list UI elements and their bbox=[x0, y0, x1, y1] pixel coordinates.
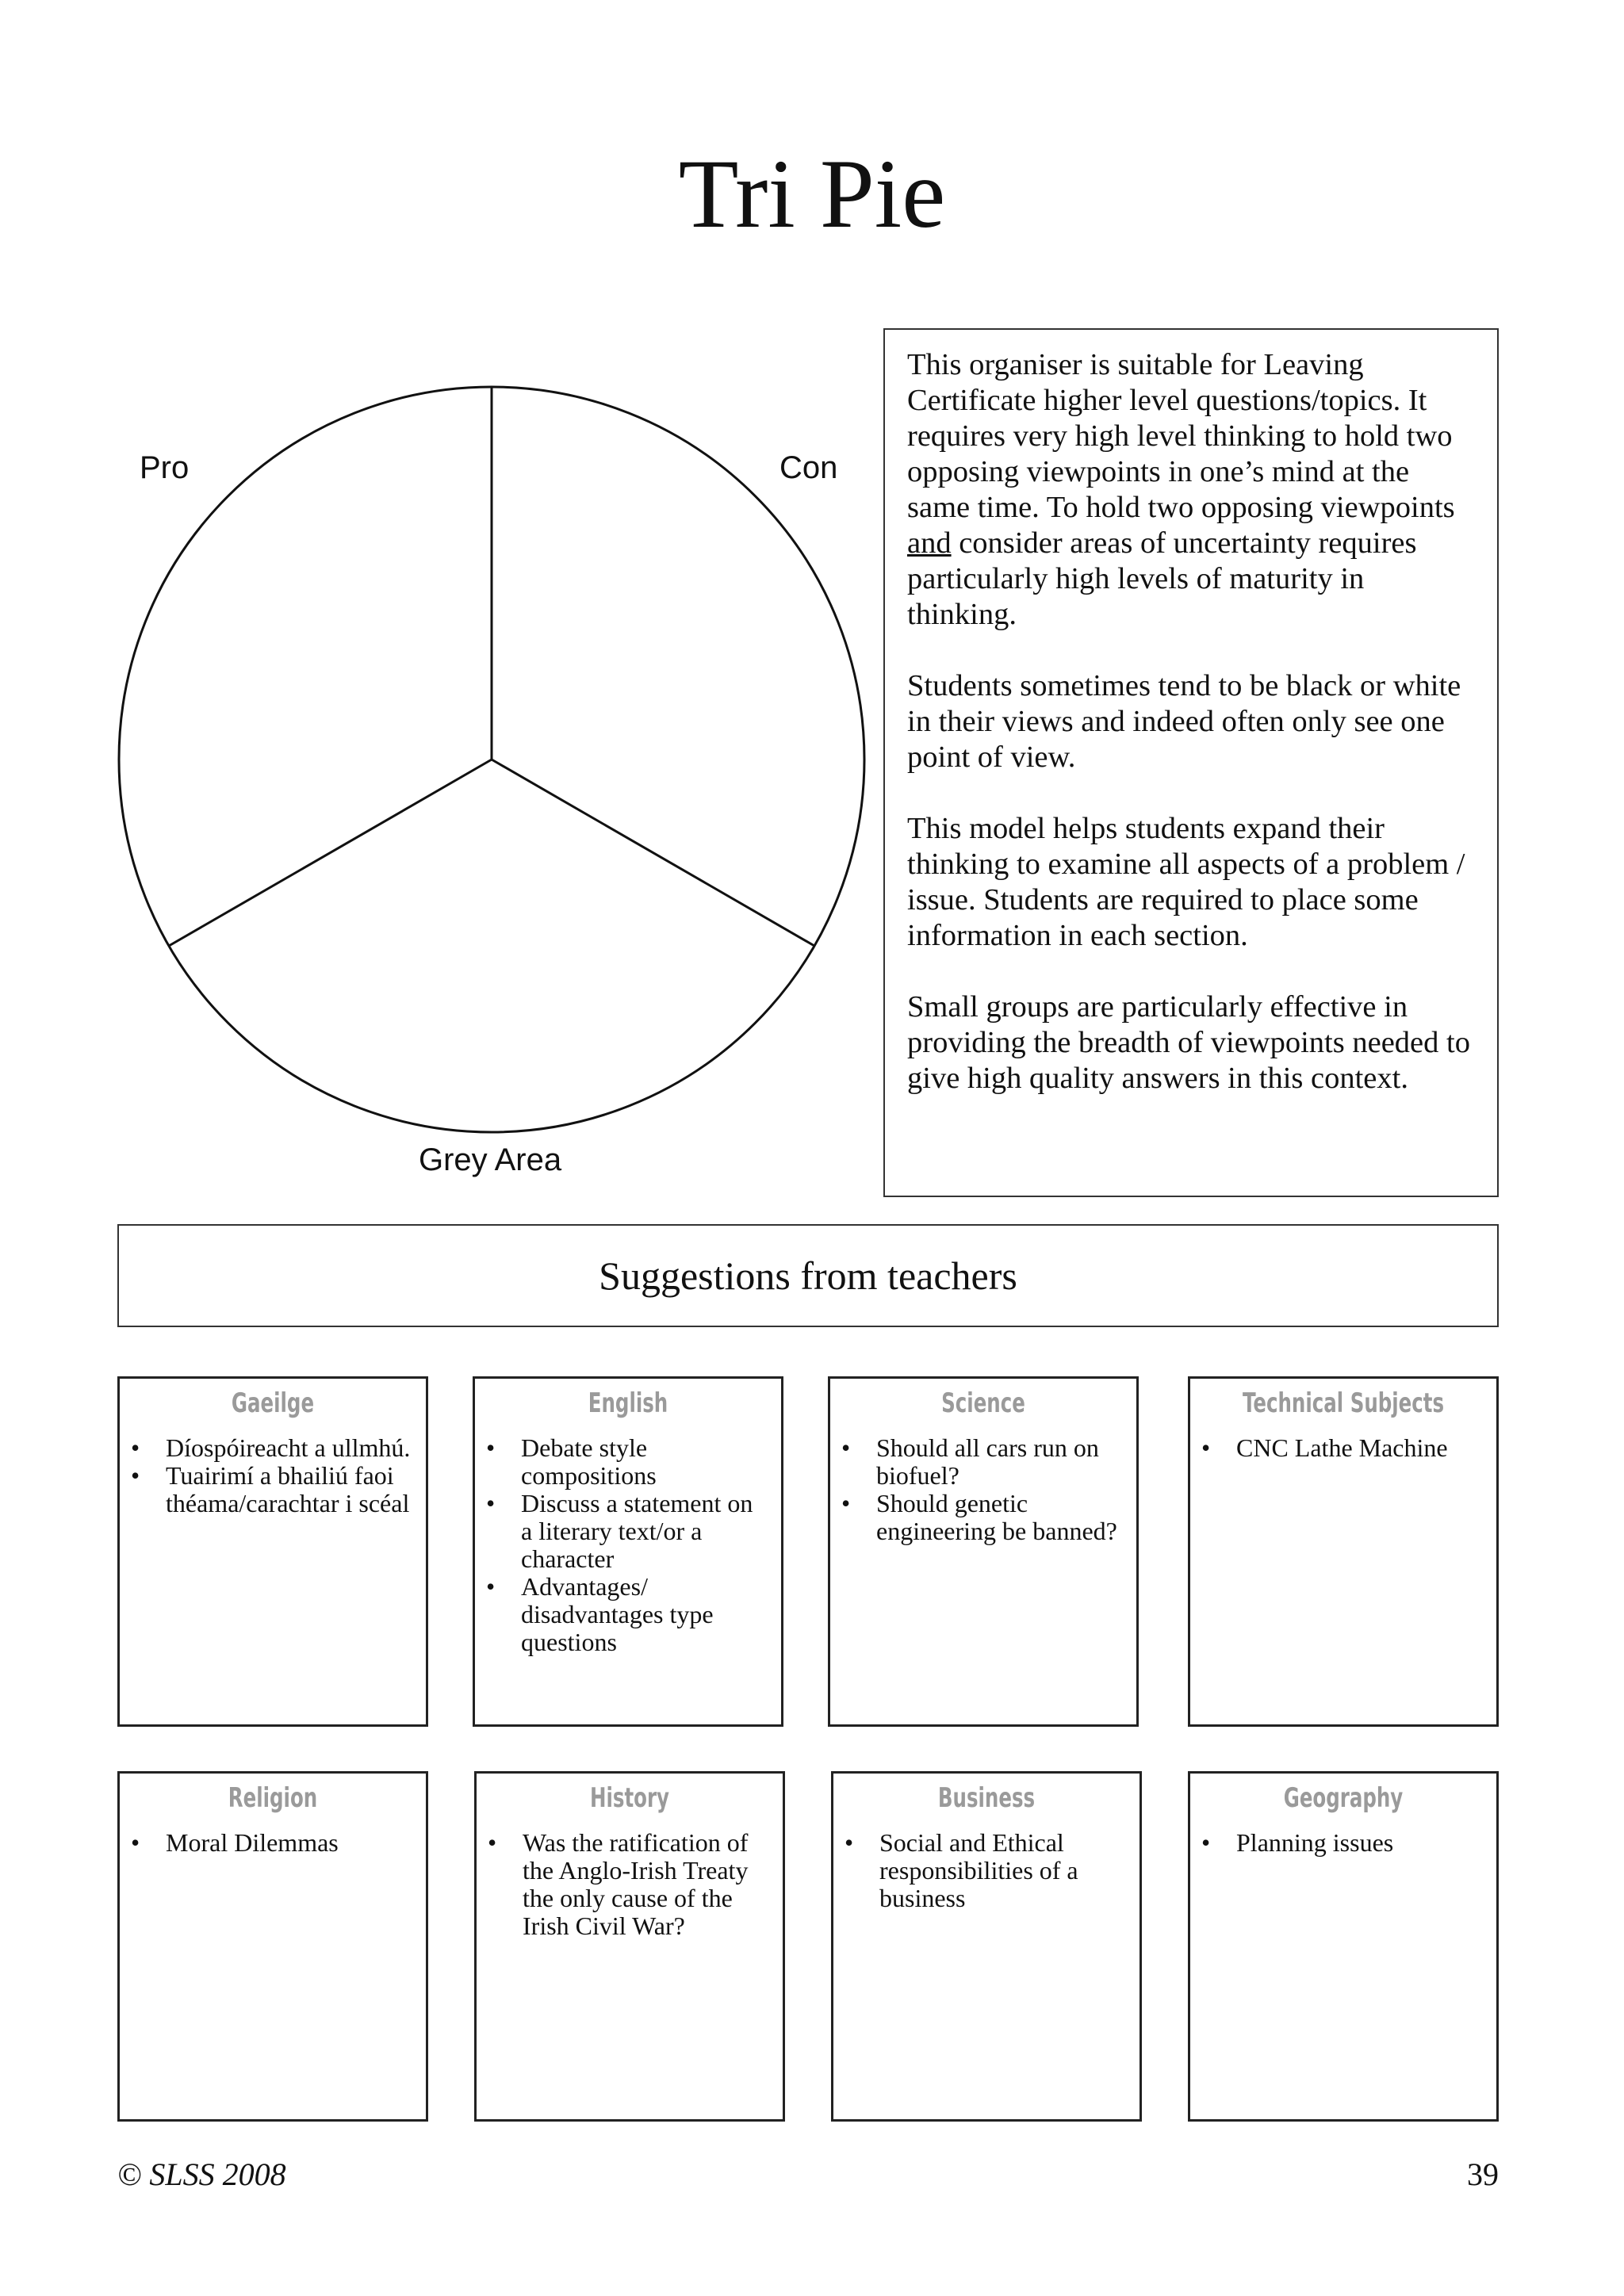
card-subject-title: Science bbox=[941, 1387, 1025, 1419]
item-text: CNC Lathe Machine bbox=[1236, 1433, 1448, 1462]
description-paragraph: Small groups are particularly effective in providing the breadth of viewpoints needed to give high quality answers in this context. bbox=[907, 990, 1470, 1095]
bullet-icon: • bbox=[486, 1433, 496, 1462]
item-text: Was the ratification of the Anglo-Irish Treaty the only cause of the Irish Civil War? bbox=[523, 1828, 749, 1940]
card-item-list bbox=[841, 1434, 1125, 1545]
item-text: Moral Dilemmas bbox=[166, 1828, 339, 1857]
list-item bbox=[486, 1573, 770, 1656]
subject-card-gaeilge bbox=[117, 1376, 428, 1727]
list-item bbox=[1201, 1434, 1485, 1462]
tri-pie-diagram bbox=[111, 379, 872, 1140]
list-item bbox=[1201, 1829, 1485, 1857]
item-text: Social and Ethical responsibilities of a business bbox=[879, 1828, 1078, 1912]
footer-copyright: © SLSS 2008 bbox=[117, 2156, 286, 2192]
description-box bbox=[883, 328, 1499, 1197]
label-grey-area: Grey Area bbox=[419, 1142, 562, 1177]
paragraph-text: This organiser is suitable for Leaving Certificate higher level questions/topics. It requires very high level thinking to hold two opposing viewpoints in one’s mind at the same time. To hold two opposing viewpoints bbox=[907, 348, 1455, 524]
subject-card-technical bbox=[1188, 1376, 1499, 1727]
card-subject-title: Religion bbox=[228, 1782, 318, 1814]
card-item-list bbox=[131, 1434, 415, 1517]
bullet-icon: • bbox=[488, 1828, 497, 1857]
bullet-icon: • bbox=[1201, 1433, 1211, 1462]
description-paragraph bbox=[907, 347, 1475, 633]
item-text: Discuss a statement on a literary text/or a character bbox=[521, 1489, 753, 1573]
subject-card-history bbox=[474, 1771, 785, 2122]
card-item-list bbox=[131, 1829, 415, 1857]
subject-card-religion bbox=[117, 1771, 428, 2122]
card-subject-title: Business bbox=[937, 1782, 1036, 1814]
item-text: Debate style compositions bbox=[521, 1433, 657, 1490]
list-item bbox=[486, 1434, 770, 1490]
item-text: Tuairimí a bhailiú faoi théama/carachtar i scéal bbox=[166, 1461, 410, 1517]
suggestions-heading: Suggestions from teachers bbox=[599, 1253, 1017, 1298]
list-item bbox=[841, 1434, 1125, 1490]
list-item bbox=[488, 1829, 772, 1940]
card-item-list bbox=[845, 1829, 1128, 1912]
paragraph-text: consider areas of uncertainty requires particularly high levels of maturity in thinking. bbox=[907, 526, 1417, 631]
card-item-list bbox=[1201, 1434, 1485, 1462]
card-subject-title: Gaeilge bbox=[231, 1387, 315, 1419]
bullet-icon: • bbox=[845, 1828, 854, 1857]
list-item bbox=[131, 1434, 415, 1462]
bullet-icon: • bbox=[486, 1572, 496, 1601]
divider-lower-left bbox=[169, 760, 492, 946]
item-text: Advantages/ disadvantages type questions bbox=[521, 1572, 714, 1656]
underlined-word: and bbox=[907, 526, 952, 560]
bullet-icon: • bbox=[841, 1433, 851, 1462]
bullet-icon: • bbox=[131, 1433, 140, 1462]
card-item-list bbox=[488, 1829, 772, 1940]
bullet-icon: • bbox=[486, 1489, 496, 1517]
subject-card-geography bbox=[1188, 1771, 1499, 2122]
suggestions-heading-box bbox=[117, 1224, 1499, 1327]
subject-card-business bbox=[831, 1771, 1142, 2122]
subject-card-science bbox=[828, 1376, 1139, 1727]
bullet-icon: • bbox=[1201, 1828, 1211, 1857]
bullet-icon: • bbox=[131, 1828, 140, 1857]
list-item bbox=[845, 1829, 1128, 1912]
description-paragraph: This model helps students expand their thinking to examine all aspects of a problem / issue. Students are required to place some information in each section. bbox=[907, 812, 1465, 952]
item-text: Should all cars run on biofuel? bbox=[876, 1433, 1099, 1490]
label-con: Con bbox=[779, 450, 838, 485]
card-item-list bbox=[1201, 1829, 1485, 1857]
list-item bbox=[486, 1490, 770, 1573]
card-subject-title: History bbox=[589, 1782, 669, 1814]
subject-card-english bbox=[473, 1376, 783, 1727]
footer-page-number: 39 bbox=[1467, 2156, 1499, 2192]
card-item-list bbox=[486, 1434, 770, 1656]
description-paragraph: Students sometimes tend to be black or white in their views and indeed often only see one point of view. bbox=[907, 669, 1461, 774]
card-subject-title: Technical Subjects bbox=[1242, 1387, 1445, 1419]
list-item bbox=[841, 1490, 1125, 1545]
card-subject-title: Geography bbox=[1283, 1782, 1404, 1814]
label-pro: Pro bbox=[140, 450, 190, 485]
list-item bbox=[131, 1462, 415, 1517]
item-text: Planning issues bbox=[1236, 1828, 1394, 1857]
bullet-icon: • bbox=[131, 1461, 140, 1490]
divider-lower-right bbox=[492, 760, 814, 946]
list-item bbox=[131, 1829, 415, 1857]
page-title: Tri Pie bbox=[678, 140, 946, 248]
item-text: Should genetic engineering be banned? bbox=[876, 1489, 1117, 1545]
item-text: Díospóireacht a ullmhú. bbox=[166, 1433, 411, 1462]
card-subject-title: English bbox=[588, 1387, 668, 1419]
bullet-icon: • bbox=[841, 1489, 851, 1517]
